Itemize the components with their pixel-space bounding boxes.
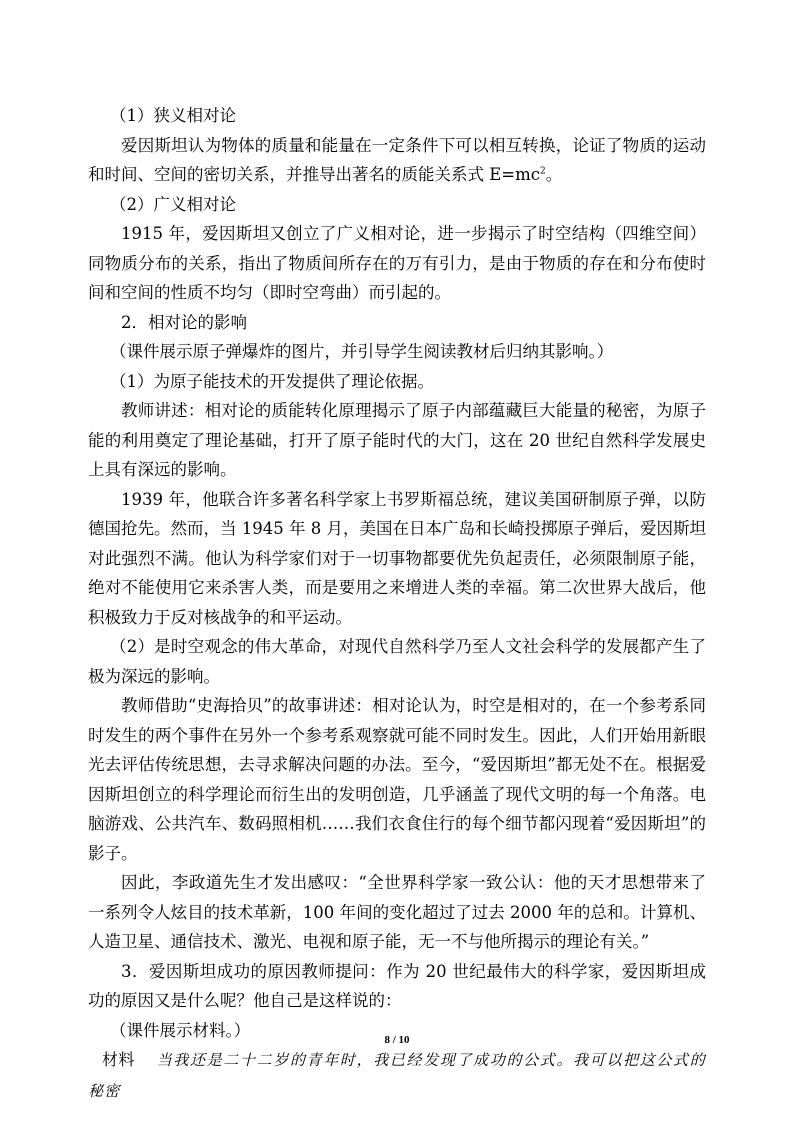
paragraph-text: 爱因斯坦认为物体的质量和能量在一定条件下可以相互转换，论证了物质的运动和时间、空间的密切关系，并推导出著名的质能关系式 E=mc (88, 135, 706, 184)
material-quote (88, 1045, 706, 1106)
document-body (88, 101, 706, 1106)
heading-atomic-energy: （1）为原子能技术的开发提供了理论依据。 (110, 371, 434, 391)
paragraph-lee-quote: 因此，李政道先生才发出感叹：“全世界科学家一致公认：他的天才思想带来了一系列令人炫目的技术革新，100 年间的变化超过了过去 2000 年的总和。计算机、人造卫星、通信技术、激光、电视和原子能，无一不与他所揭示的理论有关。” (88, 873, 706, 951)
heading-general-relativity: （2）广义相对论 (110, 194, 236, 214)
paragraph-1939: 1939 年，他联合许多著名科学家上书罗斯福总统，建议美国研制原子弹，以防德国抢先。然而，当 1945 年 8 月，美国在日本广岛和长崎投掷原子弹后，爱因斯坦对此强烈不满。他认为科学家们对于一切事物都要优先负起责任，必须限制原子能，绝对不能使用它来杀害人类，而是要用之来增进人类的幸福。第二次世界大战后，他积极致力于反对核战争的和平运动。 (88, 489, 706, 627)
paragraph-teacher-narration: 教师讲述：相对论的质能转化原理揭示了原子内部蕴藏巨大能量的秘密，为原子能的利用奠定了理论基础，打开了原子能时代的大门，这在 20 世纪自然科学发展史上具有深远的影响。 (88, 401, 706, 479)
paragraph-story: 教师借助“史海拾贝”的故事讲述：相对论认为，时空是相对的，在一个参考系同时发生的两个事件在另外一个参考系观察就可能不同时发生。因此，人们开始用新眼光去评估传统思想，去寻求解决问题的办法。至今，“爱因斯坦”都无处不在。根据爱因斯坦创立的科学理论而衍生出的发明创造，几乎涵盖了现代文明的每一个角落。电脑游戏、公共汽车、数码照相机……我们衣食住行的每个细节都闪现着“爱因斯坦”的影子。 (88, 696, 706, 863)
paragraph-material-note: （课件展示材料。） (110, 1020, 251, 1040)
heading-influence: 2．相对论的影响 (121, 312, 247, 332)
page-number: 8 / 10 (384, 1034, 410, 1046)
paragraph-end: 。 (545, 165, 563, 184)
heading-spacetime-revolution: （2）是时空观念的伟大革命，对现代自然科学乃至人文社会科学的发展都产生了极为深远的影响。 (88, 637, 706, 686)
material-text: 当我还是二十二岁的青年时，我已经发现了成功的公式。我可以把这公式的秘密 (88, 1051, 706, 1100)
paragraph-mass-energy (88, 131, 706, 190)
paragraph-courseware-note: （课件展示原子弹爆炸的图片，并引导学生阅读教材后归纳其影响。） (110, 342, 614, 361)
heading-special-relativity: （1）狭义相对论 (110, 106, 236, 125)
material-label: 材料 (102, 1050, 135, 1069)
heading-success-reasons: 3．爱因斯坦成功的原因教师提问：作为 20 世纪最伟大的科学家，爱因斯坦成功的原因又是什么呢？他自己是这样说的： (88, 961, 706, 1010)
superscript: 2 (540, 166, 546, 177)
paragraph-1915: 1915 年，爱因斯坦又创立了广义相对论，进一步揭示了时空结构（四维空间）同物质分布的关系，指出了物质间所存在的万有引力，是由于物质的存在和分布使时间和空间的性质不均匀（即时空弯曲）而引起的。 (88, 224, 706, 302)
